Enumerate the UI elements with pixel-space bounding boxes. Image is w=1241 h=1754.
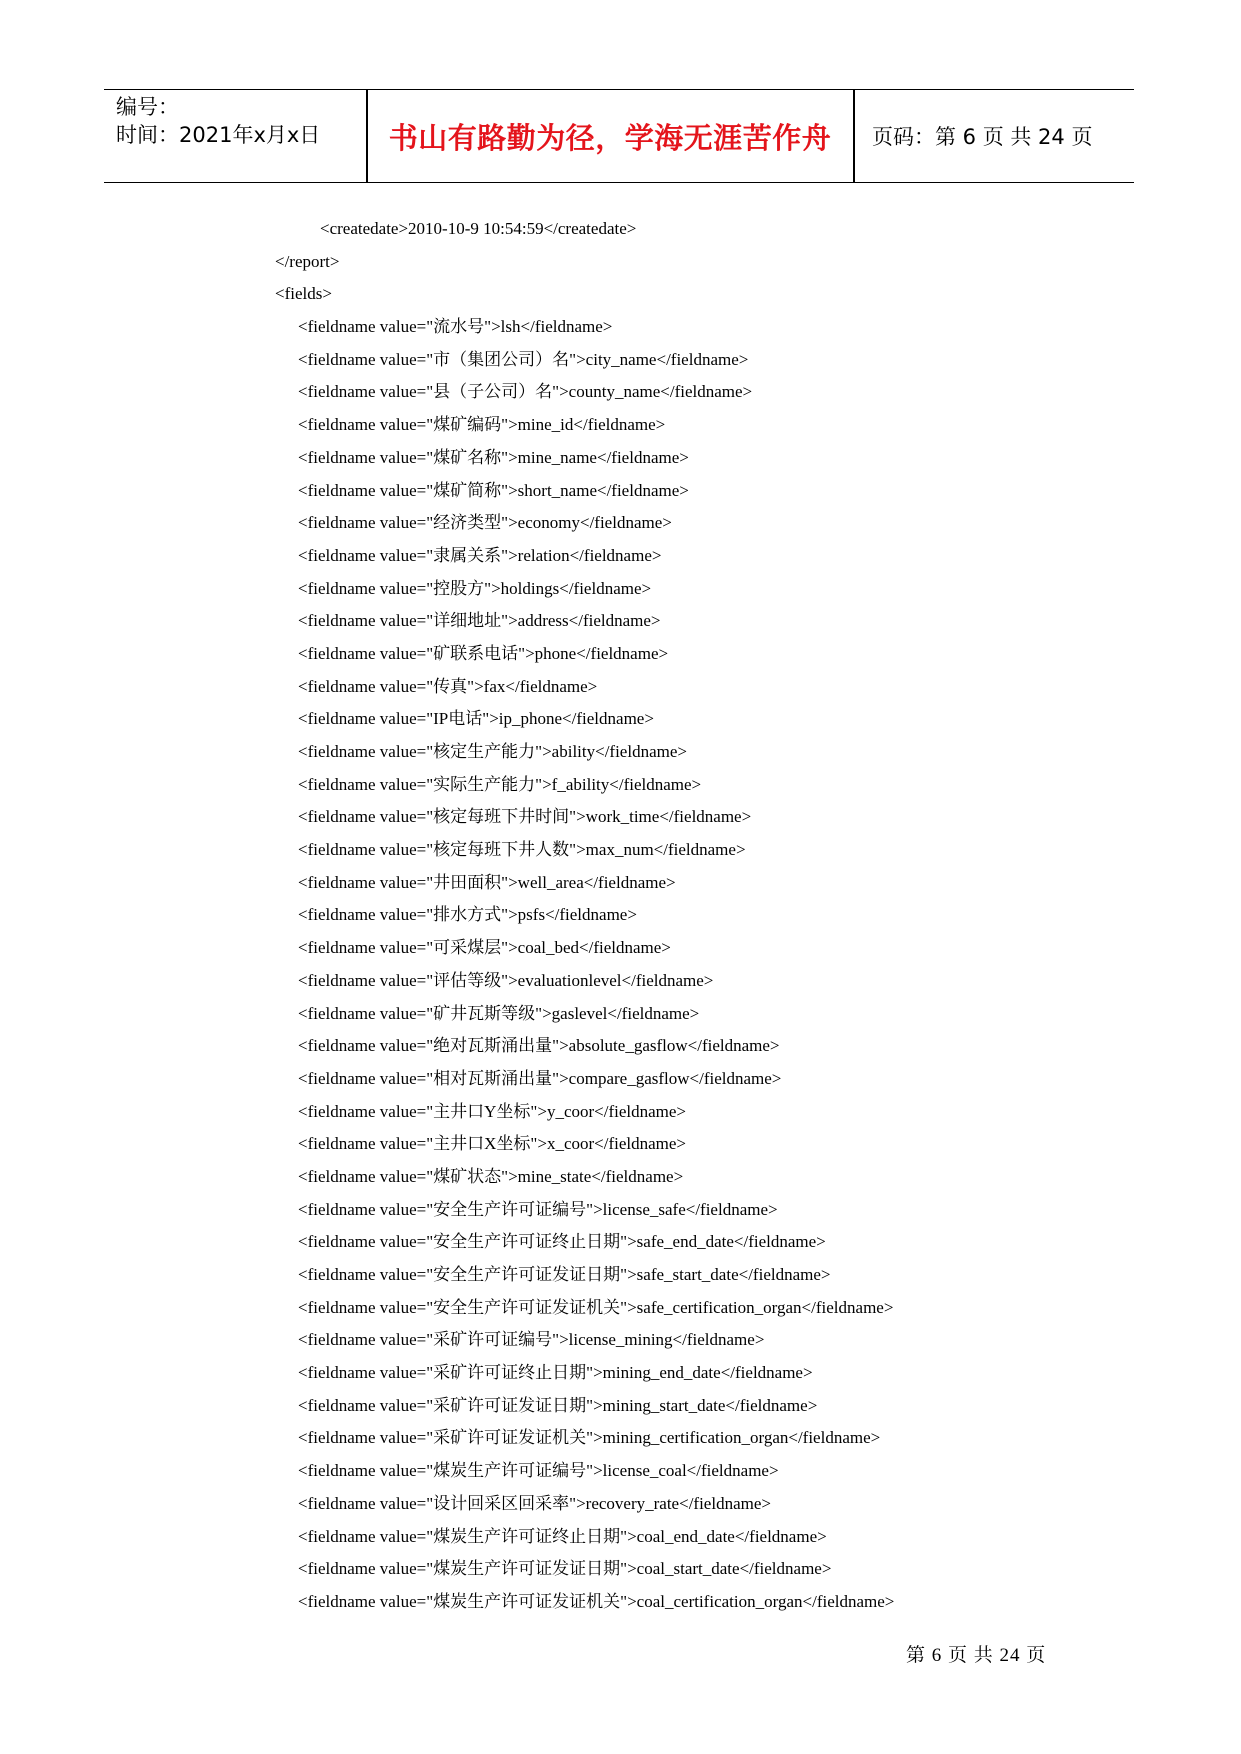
code-line: <createdate>2010-10-9 10:54:59</createdate> (320, 219, 637, 238)
code-line: <fieldname value="传真">fax</fieldname> (298, 676, 598, 696)
code-line: <fieldname value="煤矿编码">mine_id</fieldname> (298, 415, 666, 435)
time-label: 时间：2021年x月x日 (116, 123, 321, 147)
code-line: <fieldname value="绝对瓦斯涌出量">absolute_gasflow</fieldname> (298, 1036, 780, 1056)
code-line: <fieldname value="采矿许可证发证日期">mining_start_date</fieldname> (298, 1395, 818, 1415)
code-line: <fieldname value="隶属关系">relation</fieldname> (298, 545, 662, 565)
code-line: <fieldname value="安全生产许可证终止日期">safe_end_date</fieldname> (298, 1232, 826, 1252)
header-info (116, 90, 356, 182)
code-line: <fieldname value="核定每班下井时间">work_time</fieldname> (298, 807, 752, 827)
page-footer: 第 6 页 共 24 页 (906, 1645, 1047, 1666)
code-line: <fields> (275, 284, 332, 304)
code-line: <fieldname value="煤矿简称">short_name</fieldname> (298, 480, 689, 500)
code-line: <fieldname value="煤矿名称">mine_name</fieldname> (298, 447, 689, 467)
code-line: <fieldname value="经济类型">economy</fieldname> (298, 513, 672, 533)
code-line: <fieldname value="详细地址">address</fieldname> (298, 611, 661, 631)
code-line: <fieldname value="市（集团公司）名">city_name</fieldname> (298, 349, 749, 369)
code-line: <fieldname value="煤炭生产许可证编号">license_coal</fieldname> (298, 1461, 779, 1481)
header-motto: 书山有路勤为径，学海无涯苦作舟 (388, 120, 832, 155)
code-line: <fieldname value="主井口Y坐标">y_coor</fieldname> (298, 1101, 687, 1121)
xml-code-block (0, 213, 1241, 1619)
code-line: <fieldname value="安全生产许可证发证机关">safe_certification_organ</fieldname> (298, 1297, 894, 1317)
code-line: <fieldname value="主井口X坐标">x_coor</fieldname> (298, 1134, 687, 1154)
code-line: <fieldname value="核定生产能力">ability</fieldname> (298, 742, 687, 761)
code-line: <fieldname value="井田面积">well_area</fieldname> (298, 872, 676, 892)
code-line: <fieldname value="可采煤层">coal_bed</fieldname> (298, 938, 671, 958)
code-line: <fieldname value="设计回采区回采率">recovery_rate</fieldname> (298, 1493, 771, 1513)
code-line: <fieldname value="IP电话">ip_phone</fieldname> (298, 709, 654, 729)
doc-number-label: 编号： (116, 95, 179, 119)
code-line: <fieldname value="矿联系电话">phone</fieldname> (298, 643, 669, 663)
code-line: <fieldname value="矿井瓦斯等级">gaslevel</fieldname> (298, 1003, 700, 1023)
code-line: <fieldname value="控股方">holdings</fieldname> (298, 578, 652, 598)
code-line: <fieldname value="采矿许可证编号">license_mining</fieldname> (298, 1330, 765, 1350)
code-line: <fieldname value="采矿许可证发证机关">mining_certification_organ</fieldname> (298, 1428, 881, 1448)
page-header (104, 89, 1134, 183)
code-line: <fieldname value="核定每班下井人数">max_num</fieldname> (298, 840, 746, 860)
code-line: <fieldname value="煤炭生产许可证发证日期">coal_start_date</fieldname> (298, 1559, 832, 1579)
code-line: <fieldname value="安全生产许可证编号">license_safe</fieldname> (298, 1199, 778, 1219)
code-line: </report> (275, 251, 340, 271)
code-line: <fieldname value="实际生产能力">f_ability</fieldname> (298, 774, 702, 794)
code-line: <fieldname value="排水方式">psfs</fieldname> (298, 905, 637, 925)
code-line: <fieldname value="煤矿状态">mine_state</fieldname> (298, 1166, 684, 1186)
code-line: <fieldname value="相对瓦斯涌出量">compare_gasflow</fieldname> (298, 1068, 782, 1088)
header-page-number: 页码：第 6 页 共 24 页 (872, 125, 1093, 149)
code-line: <fieldname value="采矿许可证终止日期">mining_end_date</fieldname> (298, 1363, 813, 1383)
code-line: <fieldname value="县（子公司）名">county_name</fieldname> (298, 382, 753, 402)
code-line: <fieldname value="评估等级">evaluationlevel</fieldname> (298, 970, 714, 990)
code-line: <fieldname value="流水号">lsh</fieldname> (298, 317, 613, 337)
code-line: <fieldname value="安全生产许可证发证日期">safe_start_date</fieldname> (298, 1265, 831, 1284)
code-line: <fieldname value="煤炭生产许可证发证机关">coal_certification_organ</fieldname> (298, 1591, 895, 1611)
header-divider (853, 90, 855, 182)
code-line: <fieldname value="煤炭生产许可证终止日期">coal_end_date</fieldname> (298, 1526, 827, 1546)
